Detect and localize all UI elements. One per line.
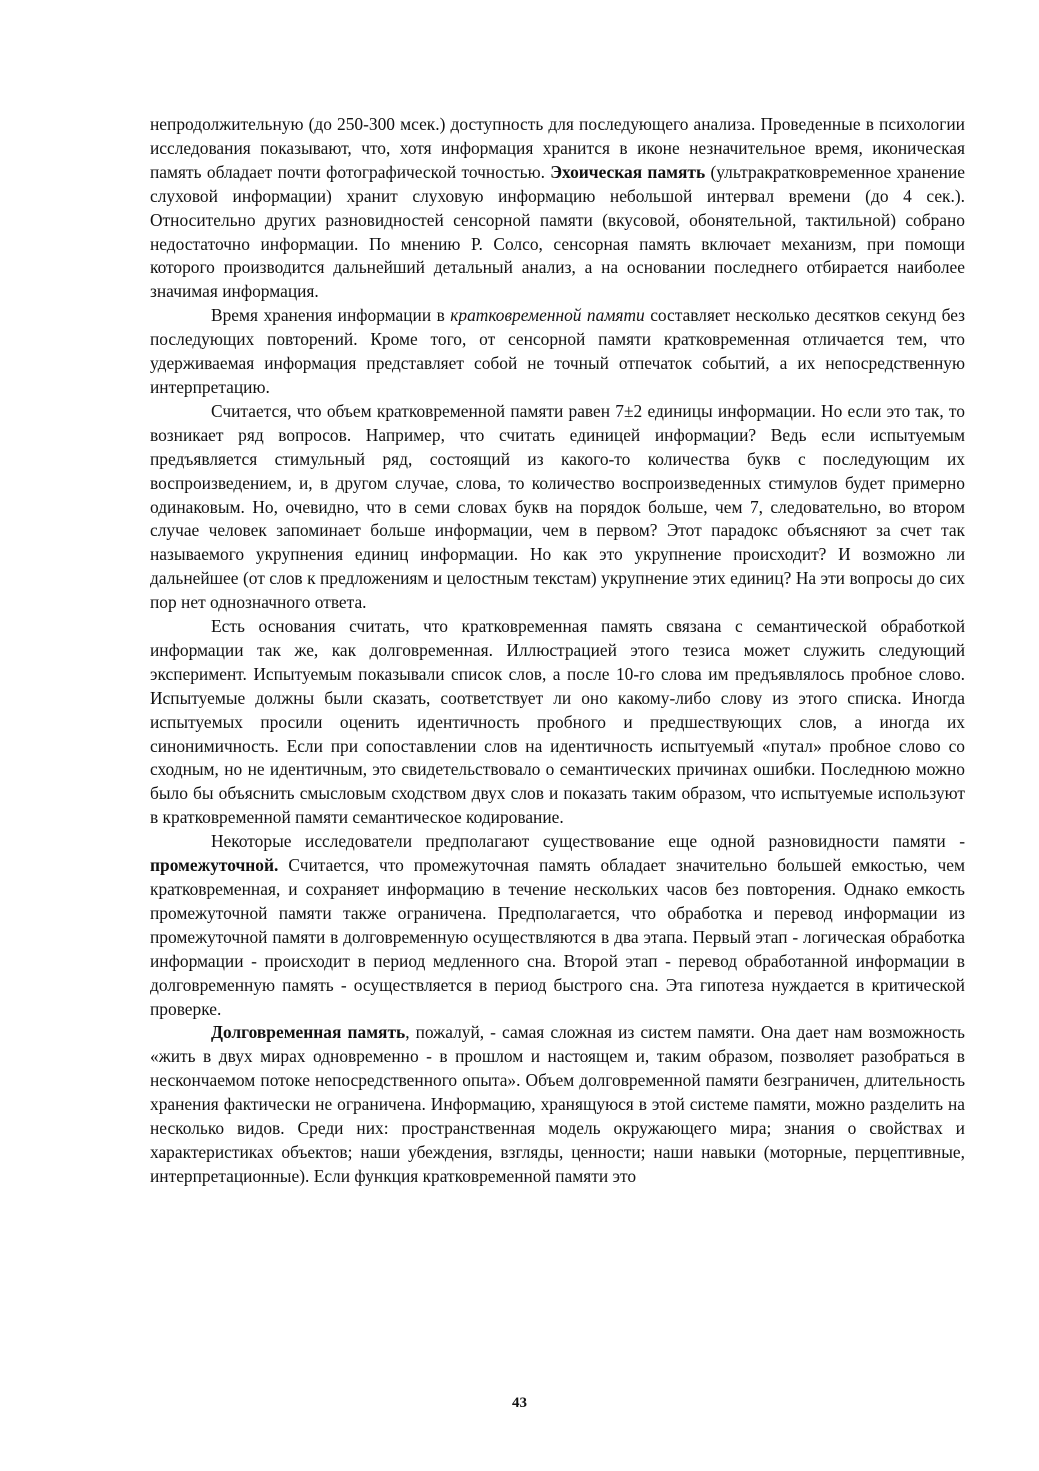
text-run: Некоторые исследователи предполагают существование еще одной разновидности памяти - [211,831,965,852]
text-run: составляет несколько десятков секунд без последующих повторений. Кроме того, от сенсорной памяти кратковременная отличается тем, что удерживаемая информация представляет собой не точный отпечаток событий, а их непосредственную интерпретацию. [150,305,966,397]
paragraph [150,400,965,615]
italic-term: кратковременной памяти [450,305,645,326]
page-body [150,113,965,1189]
paragraph [150,304,965,400]
text-run: Есть основания считать, что кратковременная память связана с семантической обработкой информации так же, как долговременная. Иллюстрацией этого тезиса может служить следующий эксперимент. Испытуемым показывали список слов, а после 10-го слова им предъявлялось пробное слово. Испытуемые должны были сказать, соответствует ли оно какому-либо слову из этого списка. Иногда испытуемых просили оценить идентичность пробного и предшествующих слов, а иногда их синонимичность. Если при сопоставлении слов на идентичность испытуемый «путал» пробное слово со сходным, но не идентичным, это свидетельствовало о семантических причинах ошибки. Последнюю можно было бы объяснить смысловым сходством двух слов и показать таким образом, что испытуемые используют в кратковременной памяти семантическое кодирование. [150,616,965,828]
text-run: Время хранения информации в [211,305,451,326]
text-run: Считается, что объем кратковременной памяти равен 7±2 единицы информации. Но если это так, то возникает ряд вопросов. Например, что считать единицей информации? Ведь если испытуемым предъявляется стимульный ряд, состоящий из какого-то количества букв с последующим их воспроизведением, и, в другом случае, слова, то количество воспроизведенных стимулов будет примерно одинаковым. Но, очевидно, что в семи словах букв на порядок больше, чем 7, следовательно, во втором случае человек запоминает больше информации, чем в первом? Этот парадокс объясняют за счет так называемого укрупнения единиц информации. Но как это укрупнение происходит? И возможно ли дальнейшее (от слов к предложениям и целостным текстам) укрупнение этих единиц? На эти вопросы до сих пор нет однозначного ответа. [150,400,965,613]
paragraph [150,1021,965,1188]
paragraph [150,830,965,1021]
text-run: , пожалуй, - самая сложная из систем памяти. Она дает нам возможность «жить в двух мирах одновременно - в прошлом и настоящем и, таким образом, позволяет разобраться в нескончаемом потоке непосредственного опыта». Объем долговременной памяти безграничен, длительность хранения фактически не ограничена. Информацию, хранящуюся в этой системе памяти, можно разделить на несколько видов. Среди них: пространственная модель окружающего мира; знания о свойствах и характеристиках объектов; наши убеждения, взгляды, ценности; наши навыки (моторные, перцептивные, интерпретационные). Если функция кратковременной памяти это [150,1022,965,1186]
text-run: Считается, что промежуточная память обладает значительно большей емкостью, чем кратковременная, и сохраняет информацию в течение нескольких часов без повторения. Однако емкость промежуточной памяти также ограничена. Предполагается, что обработка и перевод информации из промежуточной памяти в долговременную осуществляются в два этапа. Первый этап - логическая обработка информации - происходит в период медленного сна. Второй этап - перевод обработанной информации в долговременную память - осуществляется в период быстрого сна. Эта гипотеза нуждается в критической проверке. [150,855,965,1019]
paragraph [150,113,965,304]
bold-term: Долговременная память [211,1022,406,1043]
bold-term: промежуточной. [150,855,279,876]
bold-term: Эхоическая память [550,161,706,182]
page-number: 43 [512,1395,527,1411]
paragraph [150,615,965,830]
text-run: (ультракратковременное хранение слуховой информации) хранит слуховую информацию небольшой интервал времени (до 4 сек.). Относительно других разновидностей сенсорной памяти (вкусовой, обонятельной, тактильной) собрано недостаточно информации. По мнению Р. Солсо, сенсорная память включает механизм, при помощи которого производится дальнейший детальный анализ, а на основании последнего отбирается наиболее значимая информация. [150,161,966,302]
text-run: непродолжительную (до 250-300 мсек.) доступность для последующего анализа. Проведенные в психологии исследования показывают, что, хотя информация хранится в иконе незначительное время, иконическая память обладает почти фотографической точностью. [150,114,965,182]
